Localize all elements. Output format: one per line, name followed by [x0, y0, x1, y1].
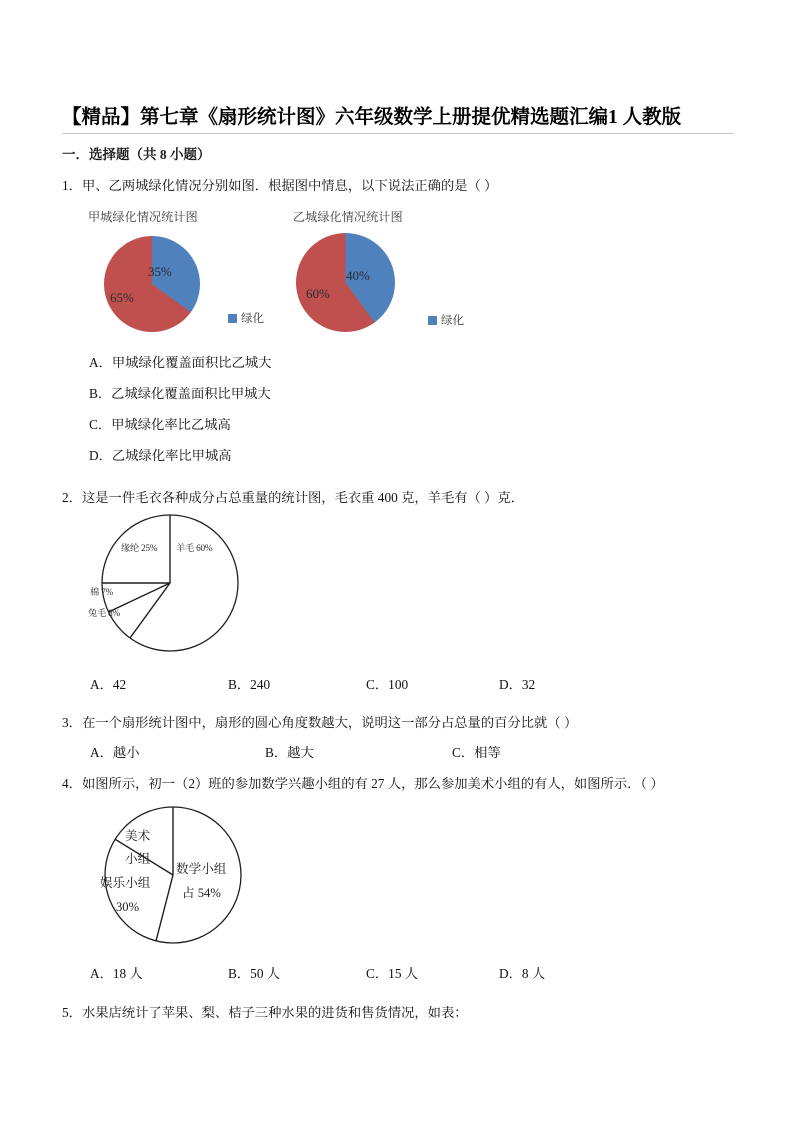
chart-a-legend: [228, 310, 264, 326]
question-2-option-a: A．42: [90, 677, 127, 692]
figure-q2: [88, 508, 268, 658]
figure-q4-label-art-line2: 小组: [125, 852, 151, 866]
question-3-stem: 3．在一个扇形统计图中，扇形的圆心角度数越大，说明这一部分占总量的百分比就（ ）: [62, 715, 578, 730]
figure-q4-label-math-pct: 占 54%: [182, 886, 221, 900]
question-4-option-c: C．15 人: [366, 966, 419, 981]
question-1-stem: 1．甲、乙两城绿化情况分别如图．根据图中情息，以下说法正确的是（ ）: [62, 178, 498, 193]
question-1-option-d: D．乙城绿化率比甲城高: [89, 448, 232, 463]
figure-q2-label-wool: 羊毛 60%: [176, 543, 213, 553]
question-2-option-d: D．32: [499, 677, 536, 692]
figure-q2-svg: [88, 508, 268, 658]
question-4-option-b: B．50 人: [228, 966, 281, 981]
question-4-stem: 4．如图所示，初一（2）班的参加数学兴趣小组的有 27 人，那么参加美术小组的有人，如图所示．（ ）: [62, 776, 664, 791]
question-2-option-c: C．100: [366, 677, 409, 692]
question-5-stem: 5．水果店统计了苹果、梨、桔子三种水果的进货和售货情况，如表：: [62, 1005, 468, 1020]
figure-q4: [78, 800, 263, 950]
chart-b-title: 乙城绿化情况统计图: [293, 210, 403, 224]
figure-q4-label-entertainment-pct: 30%: [116, 900, 140, 914]
question-1-option-c: C．甲城绿化率比乙城高: [89, 417, 231, 432]
question-4-option-a: A．18 人: [90, 966, 143, 981]
question-2-stem: 2．这是一件毛衣各种成分占总重量的统计图，毛衣重 400 克，羊毛有（ ）克．: [62, 490, 525, 505]
figure-q4-label-entertainment: 娱乐小组: [100, 876, 151, 890]
figure-q2-label-acrylic: 缘纶 25%: [121, 543, 158, 553]
figure-q2-label-cotton: 棉 7%: [90, 587, 113, 597]
question-3-option-a: A．越小: [90, 745, 140, 760]
title-divider: [62, 133, 734, 134]
chart-a-title: 甲城绿化情况统计图: [88, 210, 198, 224]
question-3-option-c: C．相等: [452, 745, 501, 760]
chart-a-label-blue: 35%: [148, 264, 172, 279]
section-heading: 一．选择题（共 8 小题）: [62, 147, 211, 162]
chart-a-label-red: 65%: [110, 290, 134, 305]
figure-q4-label-math: 数学小组: [176, 862, 227, 876]
question-2-option-b: B．240: [228, 677, 271, 692]
figure-q1: [88, 208, 488, 336]
question-1-option-b: B．乙城绿化覆盖面积比甲城大: [89, 386, 271, 401]
page-title: 【精品】第七章《扇形统计图》六年级数学上册提优精选题汇编1 人教版: [62, 107, 682, 128]
chart-b-label-red: 60%: [306, 286, 330, 301]
figure-q4-label-art-line1: 美术: [125, 829, 151, 843]
chart-b-legend-label: 绿化: [441, 315, 464, 327]
question-1-option-a: A．甲城绿化覆盖面积比乙城大: [89, 355, 272, 370]
question-4-option-d: D．8 人: [499, 966, 546, 981]
chart-a-legend-label: 绿化: [241, 313, 264, 325]
chart-b-legend: [428, 312, 464, 328]
legend-swatch-icon: [228, 314, 237, 323]
legend-swatch-icon: [428, 316, 437, 325]
figure-q2-label-rabbit: 兔毛 8%: [88, 608, 120, 618]
chart-b-label-blue: 40%: [346, 268, 370, 283]
question-3-option-b: B．越大: [265, 745, 314, 760]
chart-a-pie: [104, 236, 200, 332]
